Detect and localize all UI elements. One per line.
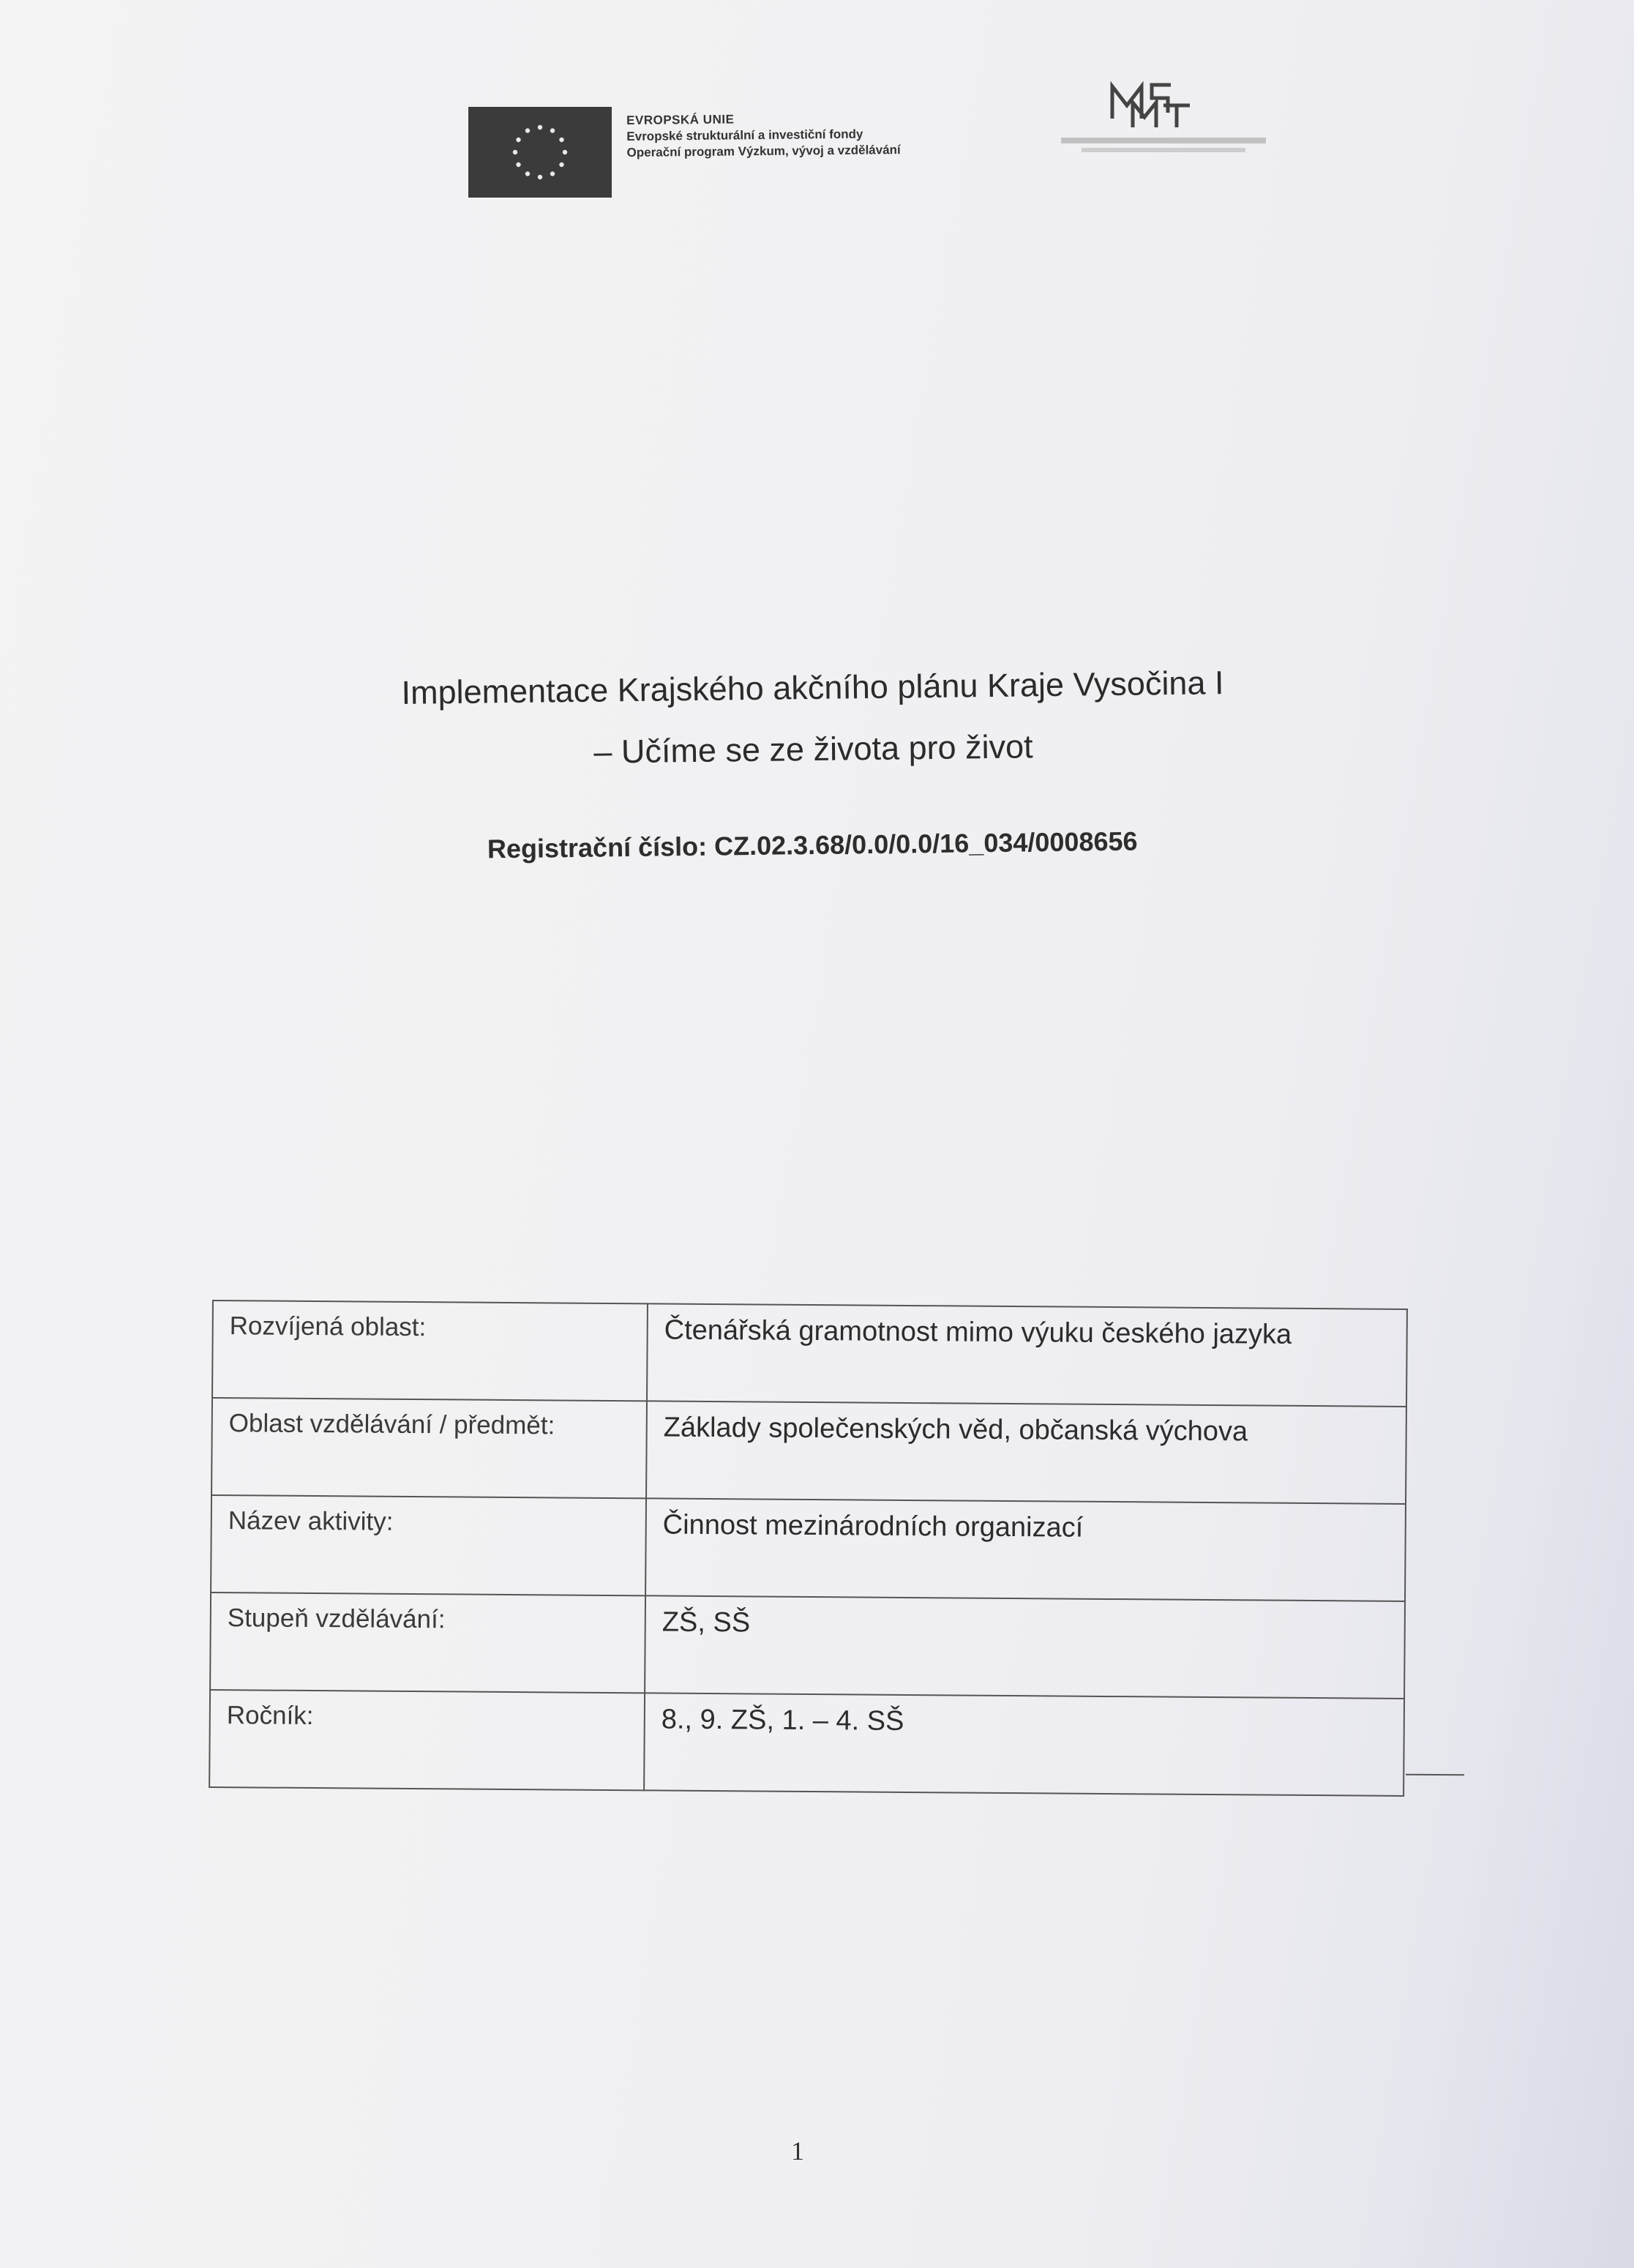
table-border-extension	[1406, 1774, 1464, 1776]
eu-text-line2: Evropské strukturální a investiční fondy	[626, 127, 863, 143]
row-label: Stupeň vzdělávání:	[210, 1593, 645, 1693]
eu-program-text	[626, 108, 1037, 161]
row-label: Oblast vzdělávání / předmět:	[211, 1398, 647, 1498]
title-line2: – Učíme se ze života pro život	[593, 727, 1033, 771]
table-row	[211, 1398, 1406, 1504]
row-value: ZŠ, SŠ	[645, 1595, 1405, 1699]
eu-text-line3: Operační program Výzkum, vývoj a vzdělávání	[626, 143, 901, 160]
row-label: Rozvíjená oblast:	[212, 1300, 648, 1401]
activity-info-table	[209, 1300, 1408, 1797]
title-line1: Implementace Krajského akčního plánu Kraje Vysočina I	[401, 664, 1224, 711]
eu-flag-icon	[468, 107, 612, 198]
eu-text-line1: EVROPSKÁ UNIE	[626, 112, 735, 127]
row-label: Název aktivity:	[211, 1495, 646, 1595]
table-row	[210, 1593, 1405, 1699]
row-value: Činnost mezinárodních organizací	[645, 1498, 1406, 1601]
row-value: Základy společenských věd, občanská výchova	[646, 1401, 1406, 1504]
table-row	[211, 1495, 1406, 1601]
page-number: 1	[791, 2136, 804, 2166]
row-label: Ročník:	[209, 1690, 645, 1790]
table-row	[209, 1690, 1404, 1796]
row-value: Čtenářská gramotnost mimo výuku českého jazyka	[647, 1303, 1407, 1407]
row-value: 8., 9. ZŠ, 1. – 4. SŠ	[644, 1693, 1404, 1796]
document-title	[278, 651, 1348, 787]
registration-number: Registrační číslo: CZ.02.3.68/0.0/0.0/16_034/0008656	[487, 826, 1138, 864]
msmt-logo-icon	[1061, 76, 1266, 171]
table-row	[212, 1300, 1407, 1407]
